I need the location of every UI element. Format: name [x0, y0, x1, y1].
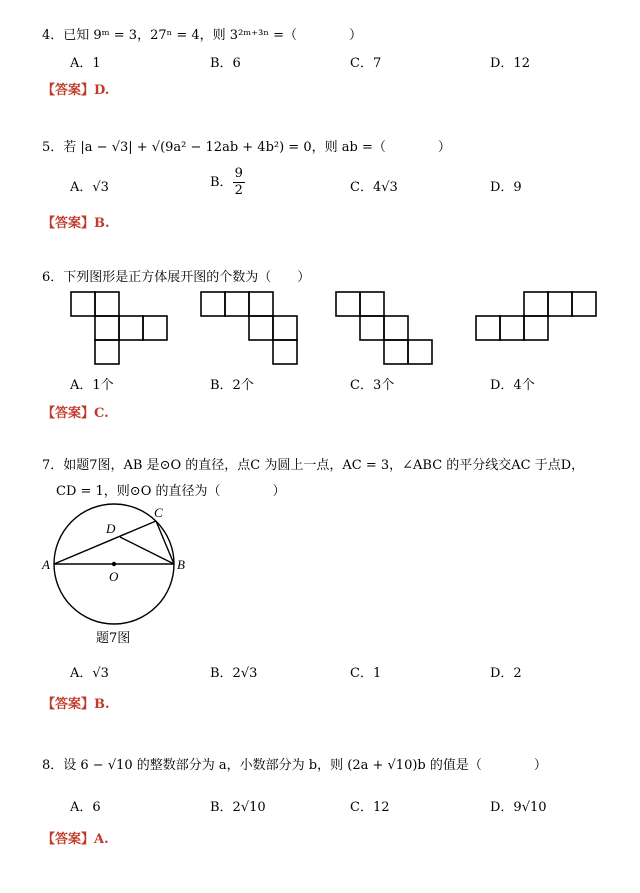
option-d: D．12: [490, 56, 530, 71]
option-d: D．9√10: [490, 800, 547, 815]
option-c: C．7: [350, 56, 382, 71]
chord-cb: [156, 521, 174, 564]
label-c: C: [154, 505, 163, 520]
option-b: B．2√10: [210, 800, 266, 815]
circle-figure: [36, 500, 206, 630]
option-a: A．√3: [70, 666, 109, 681]
question-6-stem: 6．下列图形是正方体展开图的个数为（ ）: [42, 270, 311, 285]
question-7-stem-line-2: CD = 1，则⊙O 的直径为（ ）: [56, 484, 286, 499]
option-c: C．3个: [350, 378, 395, 393]
option-b: B． $\frac{9}{2}$: [210, 166, 243, 198]
label-b: B: [177, 557, 185, 572]
question-8-stem: 8．设 6 − √10 的整数部分为 a，小数部分为 b，则 (2a + √10)b 的值是（ ）: [42, 758, 547, 773]
question-8-answer: 【答案】A.: [42, 832, 109, 847]
question-4-answer: 【答案】D.: [42, 83, 110, 98]
chord-ac: [54, 521, 156, 564]
option-b: B．2√3: [210, 666, 258, 681]
question-6-options: [70, 374, 630, 398]
option-b: B．2个: [210, 378, 254, 393]
option-b: B．6: [210, 56, 241, 71]
option-c: C．12: [350, 800, 390, 815]
bisector-bd: [120, 537, 174, 564]
label-a: A: [42, 557, 50, 572]
label-o: O: [109, 569, 119, 584]
question-7-options: [70, 662, 630, 686]
question-5-answer: 【答案】B.: [42, 216, 110, 231]
question-7-answer: 【答案】B.: [42, 697, 110, 712]
cube-net-3: [336, 292, 432, 364]
question-4-options: [70, 52, 630, 76]
question-7-stem-line-1: 7．如题7图，AB 是⊙O 的直径，点C 为圆上一点，AC = 3，∠ABC 的平分线交AC 于点D，: [42, 458, 585, 473]
label-d: D: [106, 521, 116, 536]
cube-net-1: [71, 292, 167, 364]
option-a: A．1个: [70, 378, 114, 393]
question-8-options: [70, 796, 630, 820]
cube-net-2: [201, 292, 297, 364]
question-5-stem: 5．若 |a − √3| + √(9a² − 12ab + 4b²) = 0，则 ab =（ ）: [42, 140, 451, 155]
option-c: C．1: [350, 666, 382, 681]
figure-7-caption: 题7图: [96, 631, 131, 646]
option-d: D．4个: [490, 378, 535, 393]
option-a: A．√3: [70, 180, 109, 195]
question-6-answer: 【答案】C.: [42, 406, 109, 421]
cube-nets-figure: [0, 288, 640, 368]
option-c: C．4√3: [350, 180, 398, 195]
fraction-nine-halves: $\frac{9}{2}$: [234, 166, 243, 198]
option-a: A．6: [70, 800, 101, 815]
option-d: D．9: [490, 180, 522, 195]
center-point: [112, 562, 116, 566]
question-4-stem: 4．已知 9ᵐ = 3，27ⁿ = 4，则 3²ᵐ⁺³ⁿ =（ ）: [42, 28, 362, 43]
cube-net-4: [476, 292, 596, 340]
option-d: D．2: [490, 666, 522, 681]
option-a: A．1: [70, 56, 101, 71]
question-5-options: [70, 166, 630, 200]
